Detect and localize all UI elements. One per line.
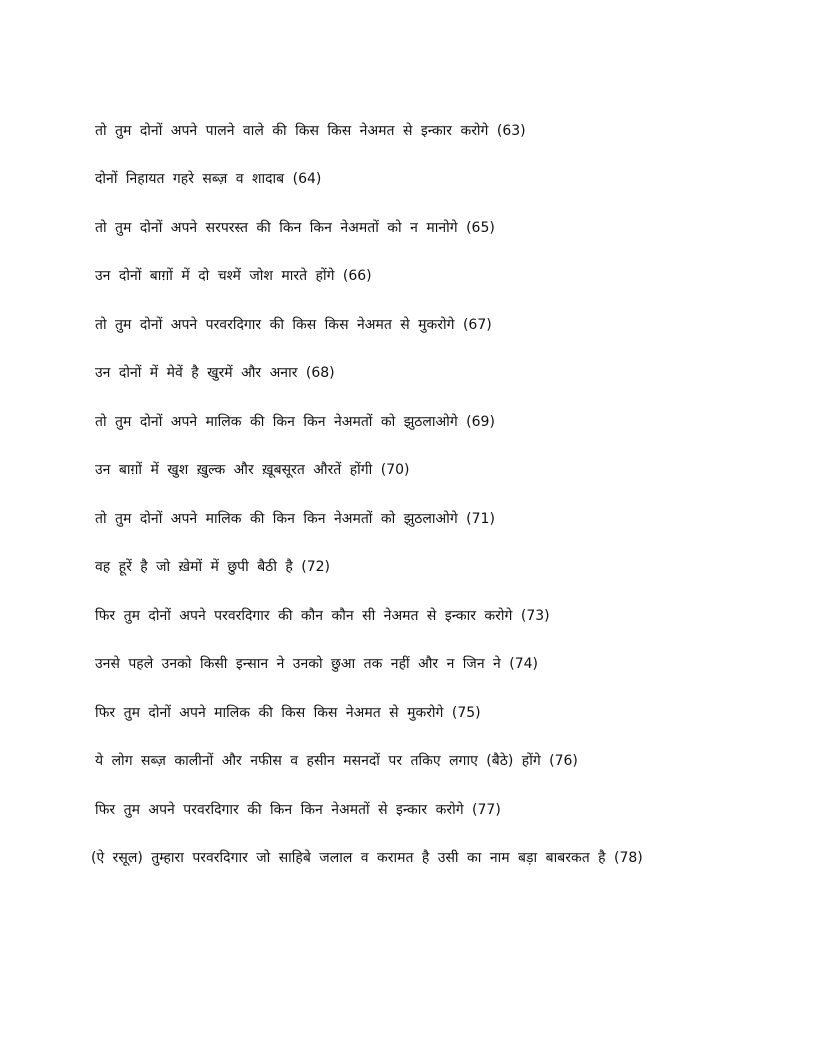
verse-78: (ऐ रसूल) तुम्हारा परवरदिगार जो साहिबे जलाल व करामत है उसी का नाम बड़ा बाबरकत है (78)	[91, 850, 643, 866]
verse-63: तो तुम दोनों अपने पालने वाले की किस किस नेअमत से इन्कार करोगे (63)	[95, 123, 526, 139]
verse-73: फिर तुम दोनों अपने परवरदिगार की कौन कौन सी नेअमत से इन्कार करोगे (73)	[95, 608, 550, 624]
verse-68: उन दोनों में मेवें है खुरमें और अनार (68)	[95, 365, 335, 381]
verse-69: तो तुम दोनों अपने मालिक की किन किन नेअमतों को झुठलाओगे (69)	[95, 414, 495, 430]
verse-74: उनसे पहले उनको किसी इन्सान ने उनको छुआ तक नहीं और न जिन ने (74)	[95, 656, 538, 672]
verse-66: उन दोनों बाग़ों में दो चश्में जोश मारते होंगे (66)	[95, 268, 372, 284]
verse-72: वह हूरें है जो ख़ेमों में छुपी बैठी है (72)	[95, 559, 331, 575]
verse-76: ये लोग सब्ज़ कालीनों और नफीस व हसीन मसनदों पर तकिए लगाए (बैठे) होंगे (76)	[95, 753, 578, 769]
verse-75: फिर तुम दोनों अपने मालिक की किस किस नेअमत से मुकरोगे (75)	[95, 705, 481, 721]
verse-71: तो तुम दोनों अपने मालिक की किन किन नेअमतों को झुठलाओगे (71)	[95, 511, 495, 527]
verse-65: तो तुम दोनों अपने सरपरस्त की किन किन नेअमतों को न मानोगे (65)	[95, 220, 495, 236]
verse-67: तो तुम दोनों अपने परवरदिगार की किस किस नेअमत से मुकरोगे (67)	[95, 317, 492, 333]
verse-70: उन बाग़ों में खुश ख़ुल्क और ख़ूबसूरत औरतें होंगी (70)	[95, 462, 410, 478]
verse-64: दोनों निहायत गहरे सब्ज़ व शादाब (64)	[95, 171, 322, 187]
verse-77: फिर तुम अपने परवरदिगार की किन किन नेअमतों से इन्कार करोगे (77)	[95, 802, 501, 818]
